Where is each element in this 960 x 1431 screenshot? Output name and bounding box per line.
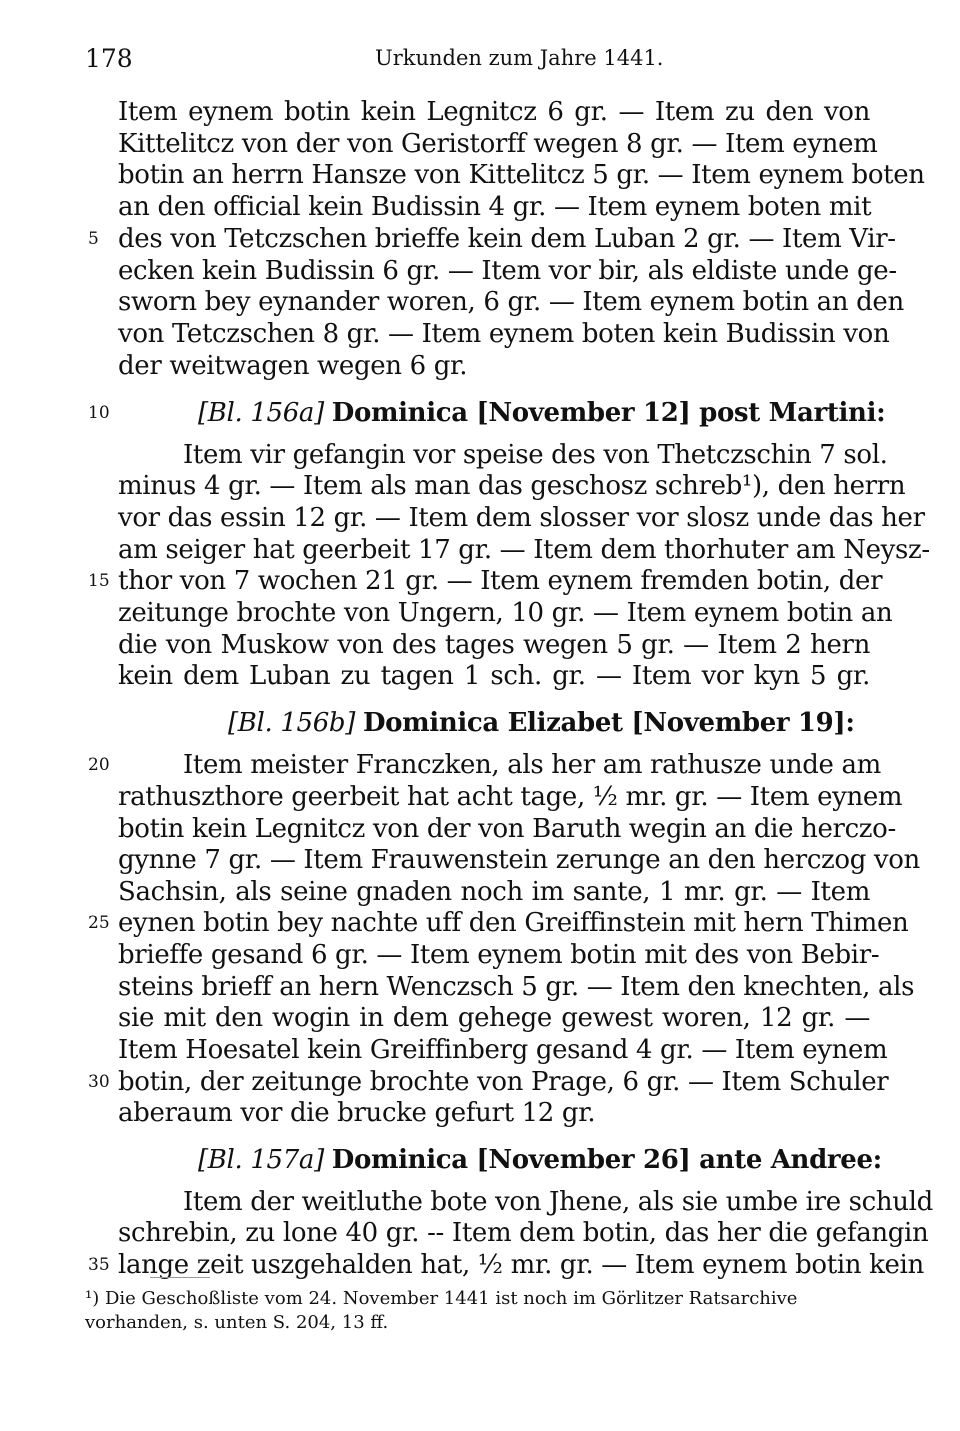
text-line: von Tetczschen 8 gr. — Item eynem boten kein Budissin von (118, 319, 890, 349)
line-number: 25 (88, 913, 110, 933)
page-number: 178 (85, 44, 133, 73)
text-line: lange zeit uszgehalden hat, ½ mr. gr. — Item eynem botin kein (118, 1250, 924, 1280)
text-line: botin an herrn Hansze von Kittelitcz 5 gr. — Item eynem boten (118, 160, 925, 190)
text-line: Item der weitluthe bote von Jhene, als sie umbe ire schuld (183, 1187, 933, 1217)
text-line: zeitunge brochte von Ungern, 10 gr. — Item eynem botin an (118, 598, 893, 628)
text-line: aberaum vor die brucke gefurt 12 gr. (118, 1098, 596, 1128)
text-line: sie mit den wogin in dem gehege gewest woren, 12 gr. — (118, 1003, 870, 1033)
section-heading (228, 707, 855, 739)
text-line: botin, der zeitunge brochte von Prage, 6 gr. — Item Schuler (118, 1067, 889, 1097)
text-line: vor das essin 12 gr. — Item dem slosser vor slosz unde das her (118, 503, 925, 533)
text-line: Sachsin, als seine gnaden noch im sante, 1 mr. gr. — Item (118, 877, 870, 907)
text-line: Item vir gefangin vor speise des von Thetczschin 7 sol. (183, 440, 888, 470)
text-line: steins brieff an hern Wenczsch 5 gr. — Item den knechten, als (118, 972, 915, 1002)
text-line: thor von 7 wochen 21 gr. — Item eynem fremden botin, der (118, 566, 883, 596)
folio-reference: [Bl. 157a] (198, 1145, 324, 1175)
footnote-rule (150, 1277, 210, 1278)
line-number: 35 (88, 1255, 110, 1275)
line-number: 20 (88, 755, 110, 775)
text-line: Item eynem botin kein Legnitcz 6 gr. — Item zu den von (118, 97, 870, 127)
text-line: Item Hoesatel kein Greiffinberg gesand 4 gr. — Item eynem (118, 1035, 888, 1065)
text-line: Kittelitcz von der von Geristorff wegen 8 gr. — Item eynem (118, 129, 878, 159)
text-line: an den official kein Budissin 4 gr. — Item eynem boten mit (118, 192, 872, 222)
folio-reference: [Bl. 156b] (228, 708, 356, 738)
text-line: Item meister Franczken, als her am rathusze unde am (183, 750, 881, 780)
heading-text: Dominica [November 12] post Martini: (331, 398, 886, 428)
text-line: botin kein Legnitcz von der von Baruth wegin an die herczo- (118, 814, 896, 844)
text-line: schrebin, zu lone 40 gr. -- Item dem botin, das her die gefangin (118, 1218, 929, 1248)
footnote-line-1: ¹) Die Geschoßliste vom 24. November 1441 ist noch im Görlitzer Ratsarchive (85, 1288, 798, 1309)
text-line: kein dem Luban zu tagen 1 sch. gr. — Item vor kyn 5 gr. (118, 661, 870, 691)
text-line: minus 4 gr. — Item als man das geschosz schreb¹), den herrn (118, 471, 906, 501)
running-head: Urkunden zum Jahre 1441. (375, 46, 664, 70)
text-line: des von Tetczschen brieffe kein dem Luban 2 gr. — Item Vir- (118, 224, 896, 254)
folio-reference: [Bl. 156a] (198, 398, 324, 428)
heading-text: Dominica [November 26] ante Andree: (331, 1145, 882, 1175)
line-number: 30 (88, 1072, 110, 1092)
section-heading (198, 1144, 882, 1176)
line-number: 10 (88, 403, 110, 423)
line-number: 15 (88, 571, 110, 591)
line-number: 5 (88, 229, 99, 249)
text-line: eynen botin bey nachte uff den Greiffinstein mit hern Thimen (118, 908, 909, 938)
text-line: gynne 7 gr. — Item Frauwenstein zerunge an den herczog von (118, 845, 920, 875)
section-heading (198, 397, 885, 429)
text-line: der weitwagen wegen 6 gr. (118, 351, 468, 381)
text-line: ecken kein Budissin 6 gr. — Item vor bir, als eldiste unde ge- (118, 256, 897, 286)
heading-text: Dominica Elizabet [November 19]: (362, 708, 855, 738)
text-line: die von Muskow von des tages wegen 5 gr. — Item 2 hern (118, 630, 870, 660)
footnote-line-2: vorhanden, s. unten S. 204, 13 ff. (85, 1312, 389, 1333)
text-line: brieffe gesand 6 gr. — Item eynem botin mit des von Bebir- (118, 940, 880, 970)
text-line: am seiger hat geerbeit 17 gr. — Item dem thorhuter am Neysz- (118, 535, 930, 565)
text-line: rathuszthore geerbeit hat acht tage, ½ mr. gr. — Item eynem (118, 782, 903, 812)
text-line: sworn bey eynander woren, 6 gr. — Item eynem botin an den (118, 287, 904, 317)
